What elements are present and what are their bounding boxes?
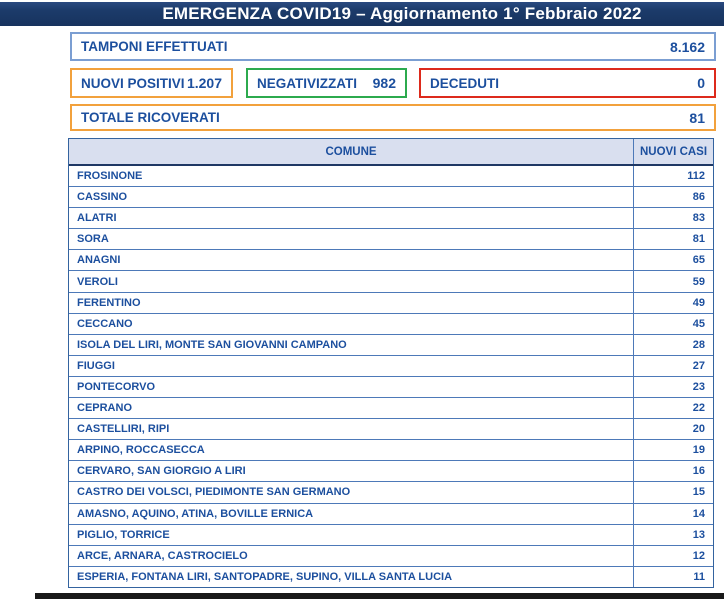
table-row (69, 398, 713, 419)
table-row (69, 440, 713, 461)
table-row (69, 461, 713, 482)
table-row (69, 271, 713, 292)
table-row (69, 335, 713, 356)
comune-cell: CEPRANO (77, 402, 133, 415)
summary-box-deceduti (419, 68, 716, 98)
page-title: EMERGENZA COVID19 – Aggiornamento 1° Febbraio 2022 (162, 4, 642, 23)
table-row (69, 482, 713, 503)
nuovi-positivi-label: NUOVI POSITIVI (81, 75, 185, 91)
summary-box-negativizzati (246, 68, 407, 98)
totale-ricoverati-value: 81 (689, 109, 705, 126)
table-header-row (69, 139, 713, 166)
nuovi-casi-cell: 86 (633, 187, 713, 207)
comune-cell: ISOLA DEL LIRI, MONTE SAN GIOVANNI CAMPANO (77, 338, 347, 351)
comune-cell: ESPERIA, FONTANA LIRI, SANTOPADRE, SUPINO, VILLA SANTA LUCIA (77, 570, 453, 583)
table-row (69, 419, 713, 440)
comune-cell: CASTRO DEI VOLSCI, PIEDIMONTE SAN GERMANO (77, 486, 351, 499)
summary-box-tamponi (70, 32, 716, 61)
table-row (69, 208, 713, 229)
table-row (69, 504, 713, 525)
comune-cell: PONTECORVO (77, 380, 156, 393)
table-row (69, 314, 713, 335)
table-row (69, 250, 713, 271)
comune-cell: FROSINONE (77, 170, 143, 183)
nuovi-casi-cell: 27 (633, 356, 713, 376)
comune-cell: CECCANO (77, 317, 133, 330)
comune-cell: VEROLI (77, 275, 118, 288)
nuovi-casi-cell: 13 (633, 525, 713, 545)
nuovi-positivi-value: 1.207 (186, 75, 222, 91)
table-body (69, 166, 713, 587)
table-row (69, 229, 713, 250)
nuovi-casi-cell: 59 (633, 271, 713, 291)
nuovi-casi-cell: 49 (633, 293, 713, 313)
deceduti-value: 0 (697, 75, 705, 91)
comune-cell: CERVARO, SAN GIORGIO A LIRI (77, 465, 246, 478)
table-row (69, 525, 713, 546)
negativizzati-label: NEGATIVIZZATI (257, 75, 357, 91)
deceduti-label: DECEDUTI (430, 75, 500, 91)
nuovi-casi-cell: 14 (633, 504, 713, 524)
comune-cell: ARPINO, ROCCASECCA (77, 444, 205, 457)
nuovi-casi-cell: 23 (633, 377, 713, 397)
table-row (69, 546, 713, 567)
nuovi-casi-cell: 16 (633, 461, 713, 481)
table-row (69, 567, 713, 587)
totale-ricoverati-label: TOTALE RICOVERATI (81, 110, 220, 125)
comune-cell: FIUGGI (77, 359, 115, 372)
nuovi-casi-cell: 19 (633, 440, 713, 460)
summary-box-nuovi-positivi (70, 68, 233, 98)
nuovi-casi-cell: 22 (633, 398, 713, 418)
summary-box-totale-ricoverati (70, 104, 716, 131)
title-bar (0, 2, 724, 26)
table-row (69, 187, 713, 208)
table-row (69, 356, 713, 377)
tamponi-value: 8.162 (669, 38, 705, 55)
nuovi-casi-cell: 81 (633, 229, 713, 249)
comune-cell: PIGLIO, TORRICE (77, 528, 170, 541)
table-row (69, 166, 713, 187)
comune-cell: ANAGNI (77, 254, 121, 267)
comune-cell: SORA (77, 233, 109, 246)
table-header-comune: COMUNE (325, 145, 377, 158)
nuovi-casi-cell: 45 (633, 314, 713, 334)
bottom-bar (35, 593, 724, 599)
comune-cell: ARCE, ARNARA, CASTROCIELO (77, 549, 248, 562)
comune-cell: ALATRI (77, 212, 117, 225)
tamponi-label: TAMPONI EFFETTUATI (81, 39, 228, 54)
comune-cell: CASSINO (77, 191, 128, 204)
nuovi-casi-cell: 65 (633, 250, 713, 270)
comune-cell: CASTELLIRI, RIPI (77, 423, 170, 436)
nuovi-casi-cell: 11 (633, 567, 713, 587)
nuovi-casi-cell: 83 (633, 208, 713, 228)
table-header-nuovi-casi: NUOVI CASI (633, 139, 713, 164)
negativizzati-value: 982 (372, 75, 396, 91)
nuovi-casi-cell: 15 (633, 482, 713, 502)
nuovi-casi-cell: 112 (633, 166, 713, 186)
nuovi-casi-cell: 12 (633, 546, 713, 566)
cases-table (68, 138, 714, 588)
comune-cell: AMASNO, AQUINO, ATINA, BOVILLE ERNICA (77, 507, 314, 520)
table-row (69, 377, 713, 398)
comune-cell: FERENTINO (77, 296, 141, 309)
nuovi-casi-cell: 20 (633, 419, 713, 439)
table-row (69, 293, 713, 314)
nuovi-casi-cell: 28 (633, 335, 713, 355)
